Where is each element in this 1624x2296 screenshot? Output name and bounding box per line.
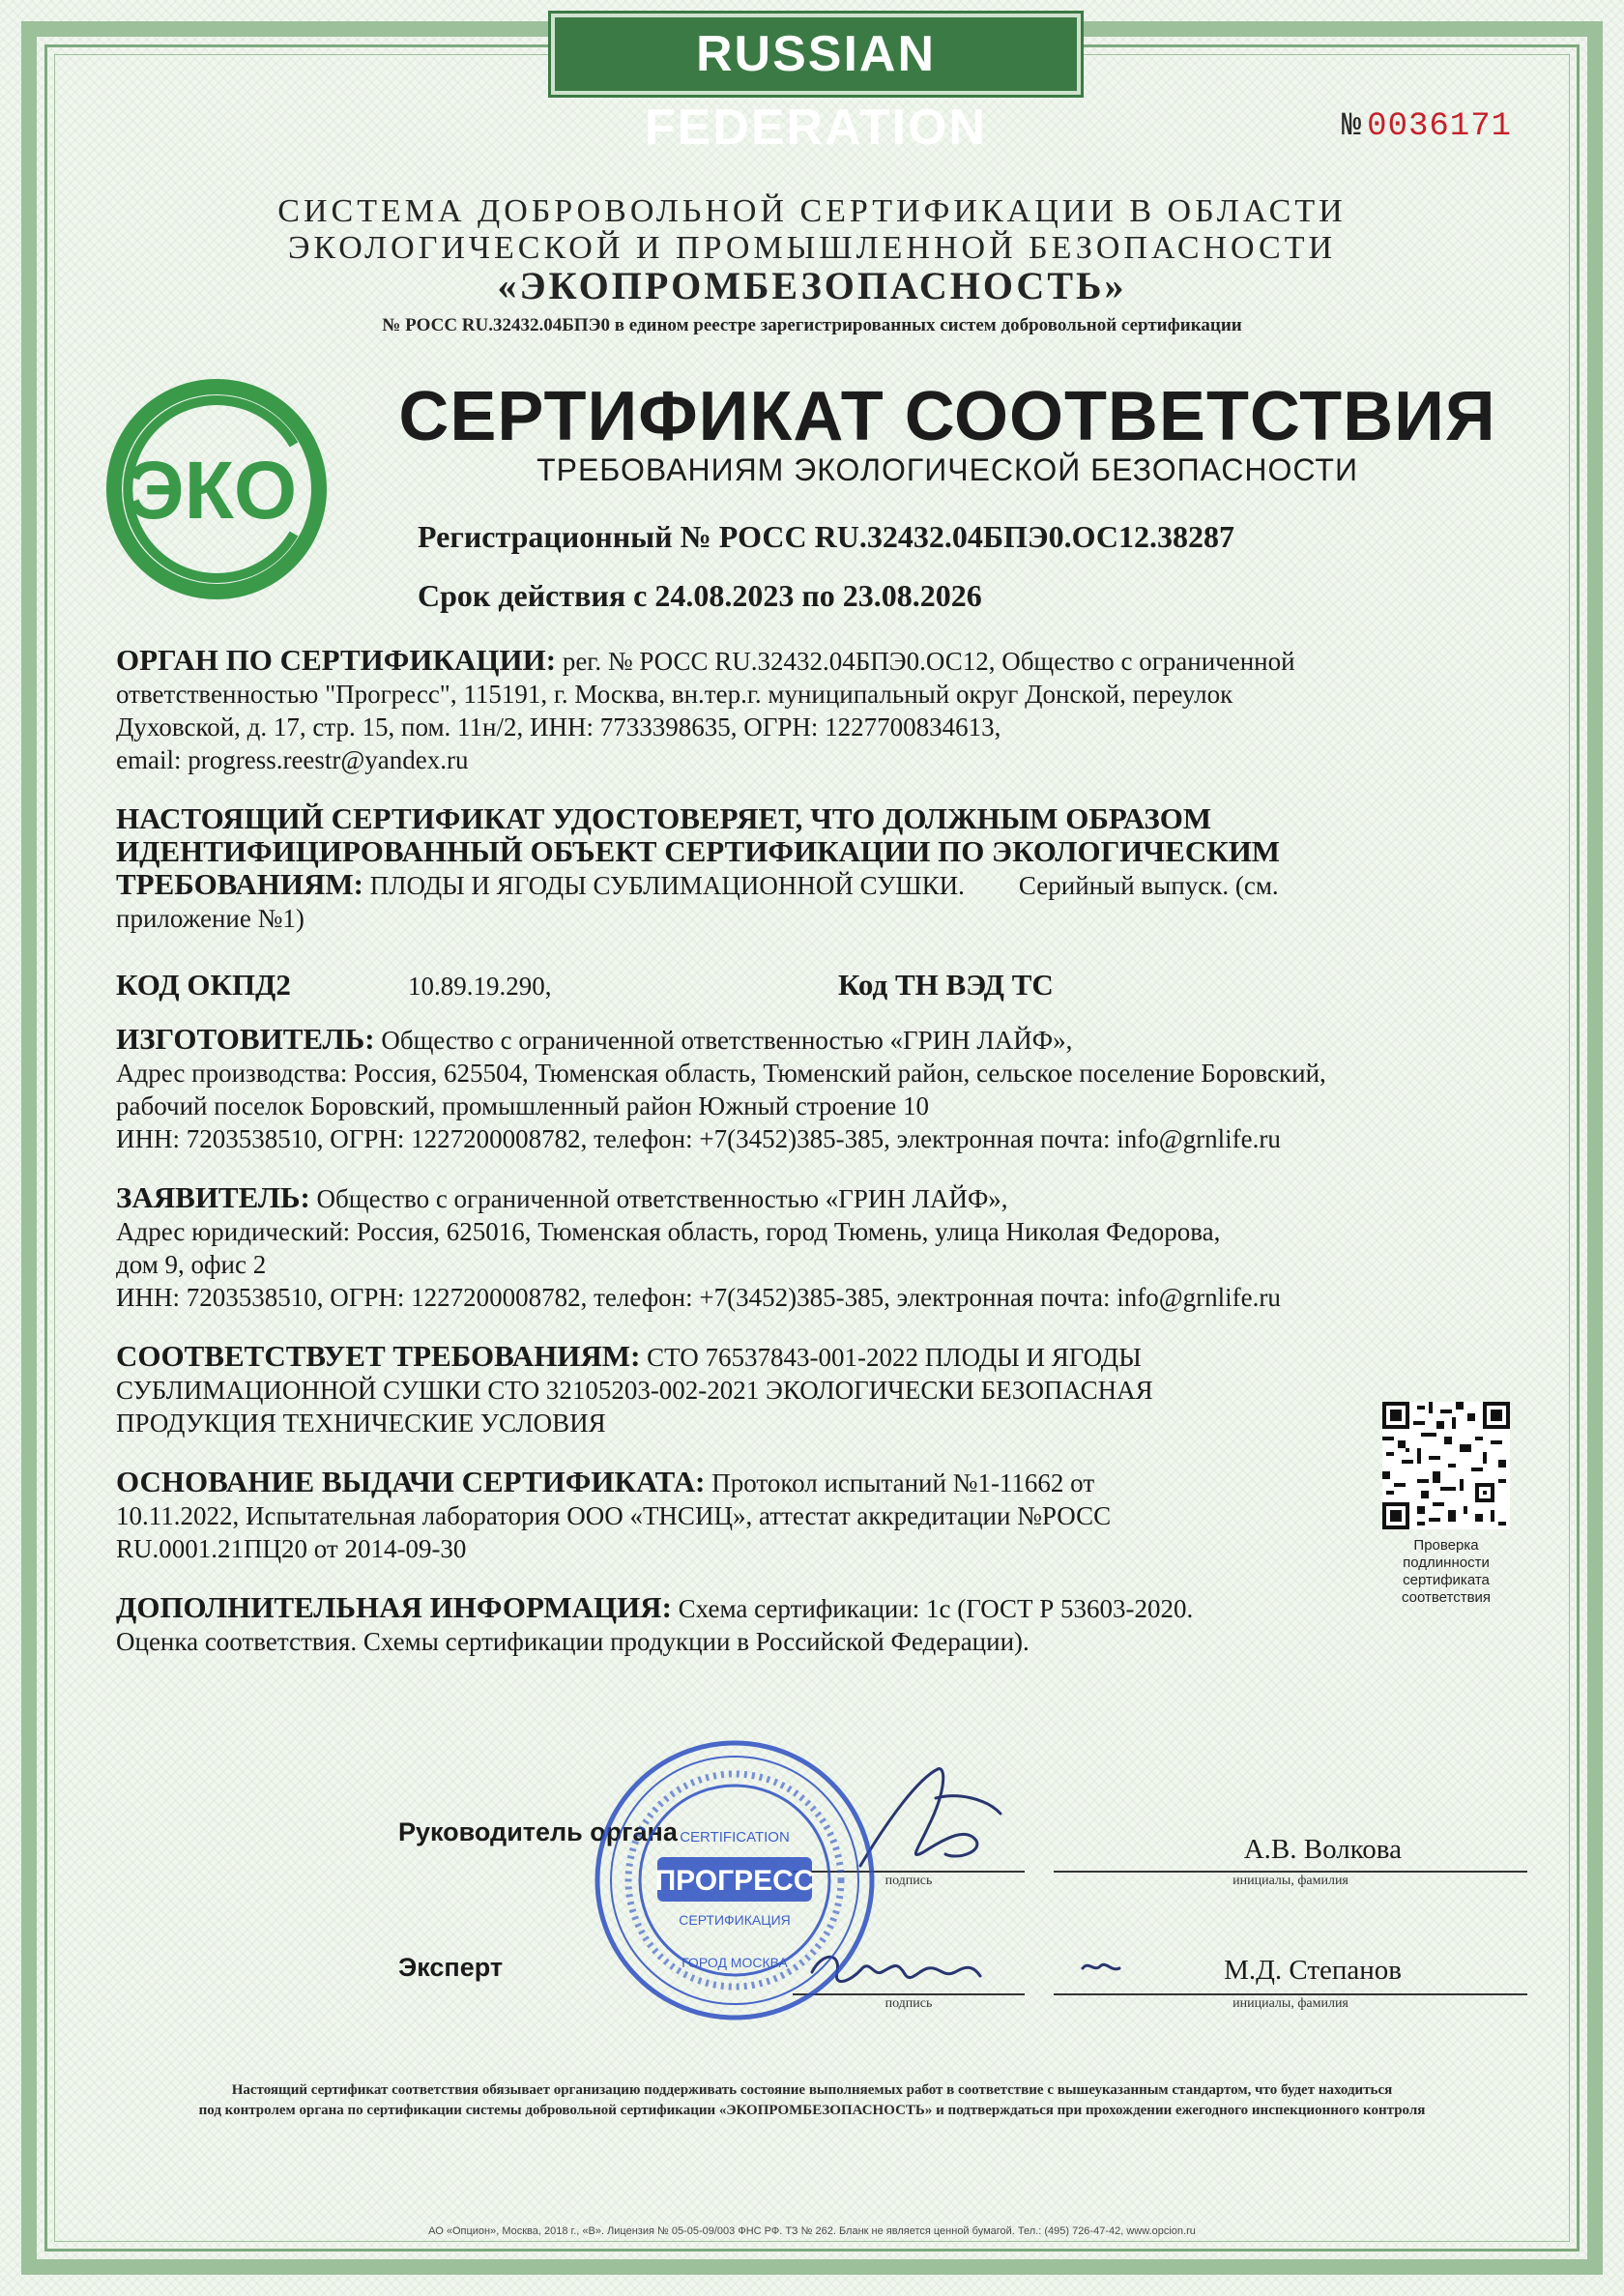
manufacturer-label: ИЗГОТОВИТЕЛЬ: (116, 1022, 375, 1056)
expert-signature-caption: подпись (884, 1996, 933, 2011)
basis-section (116, 1466, 1344, 1565)
basis-text-1: Протокол испытаний №1-11662 от (705, 1468, 1095, 1497)
stamp-center-text: ПРОГРЕСС (654, 1865, 815, 1897)
head-name-line (1054, 1871, 1527, 1873)
product-name: ПЛОДЫ И ЯГОДЫ СУБЛИМАЦИОННОЙ СУШКИ. (363, 871, 965, 900)
manufacturer-text-2: Адрес производства: Россия, 625504, Тюменская область, Тюменский район, сельское поселение Боровский, (116, 1059, 1326, 1088)
certifies-requirements-label: ТРЕБОВАНИЯМ: (116, 867, 363, 901)
conforms-text-2: СУБЛИМАЦИОННОЙ СУШКИ СТО 32105203-002-2021 ЭКОЛОГИЧЕСКИ БЕЗОПАСНАЯ (116, 1376, 1153, 1405)
system-registry: № РОСС RU.32432.04БПЭ0 в едином реестре зарегистрированных систем добровольной сертификации (382, 315, 1242, 335)
basis-text-2: 10.11.2022, Испытательная лаборатория ООО «ТНСИЦ», аттестат аккредитации №РОСС (116, 1501, 1112, 1530)
stamp-top-text: CERTIFICATION (680, 1829, 790, 1846)
additional-info-section (116, 1591, 1513, 1658)
manufacturer-text-4: ИНН: 7203538510, ОГРН: 1227200008782, телефон: +7(3452)385-385, электронная почта: info@grnlife.ru (116, 1124, 1281, 1153)
footer-line-1: Настоящий сертификат соответствия обязывает организацию поддерживать состояние выполняемых работ в соответствие с вышеуказанным стандартом, что будет находиться (231, 2082, 1393, 2098)
head-name: А.В. Волкова (1243, 1834, 1402, 1865)
basis-text-3: RU.0001.21ПЦ20 от 2014-09-30 (116, 1534, 467, 1563)
head-name-caption: инициалы, фамилия (1232, 1874, 1348, 1888)
conforms-text-1: СТО 76537843-001-2022 ПЛОДЫ И ЯГОДЫ (640, 1343, 1142, 1372)
certification-body-label: ОРГАН ПО СЕРТИФИКАЦИИ: (116, 643, 557, 677)
certificate-subtitle: ТРЕБОВАНИЯМ ЭКОЛОГИЧЕСКОЙ БЕЗОПАСНОСТИ (536, 452, 1358, 487)
certification-body-section (116, 644, 1513, 776)
certification-body-text-3: Духовской, д. 17, стр. 15, пом. 11н/2, ИНН: 7733398635, ОГРН: 1227700834613, (116, 712, 1001, 741)
head-signature-caption: подпись (884, 1874, 933, 1888)
manufacturer-section (116, 1023, 1513, 1155)
expert-name-caption: инициалы, фамилия (1232, 1996, 1348, 2011)
additional-info-text-1: Схема сертификации: 1с (ГОСТ Р 53603-2020. (671, 1594, 1194, 1623)
qr-caption-line-3: сертификата (1403, 1572, 1490, 1588)
expert-name: М.Д. Степанов (1224, 1955, 1402, 1986)
additional-info-label: ДОПОЛНИТЕЛЬНАЯ ИНФОРМАЦИЯ: (116, 1590, 672, 1624)
applicant-section (116, 1181, 1513, 1314)
system-line-2: ЭКОЛОГИЧЕСКОЙ И ПРОМЫШЛЕННОЙ БЕЗОПАСНОСТИ (287, 230, 1337, 266)
qr-caption-line-2: подлинности (1403, 1555, 1490, 1571)
certification-body-text-4: email: progress.reestr@yandex.ru (116, 745, 469, 774)
applicant-text-4: ИНН: 7203538510, ОГРН: 1227200008782, телефон: +7(3452)385-385, электронная почта: info@grnlife.ru (116, 1283, 1281, 1312)
okpd-label: КОД ОКПД2 (116, 968, 291, 1002)
serial-issue: Серийный выпуск. (см. (1018, 871, 1279, 900)
codes-section (116, 969, 1513, 1003)
certificate-title: СЕРТИФИКАТ СООТВЕТСТВИЯ (398, 378, 1496, 455)
conforms-label: СООТВЕТСТВУЕТ ТРЕБОВАНИЯМ: (116, 1339, 641, 1373)
serial-prefix: № (1341, 108, 1362, 145)
validity-period: Срок действия с 24.08.2023 по 23.08.2026 (418, 578, 982, 613)
conforms-section (116, 1340, 1513, 1439)
manufacturer-text-1: Общество с ограниченной ответственностью «ГРИН ЛАЙФ», (374, 1026, 1073, 1055)
serial-number (1342, 108, 1512, 145)
qr-caption-line-4: соответствия (1401, 1589, 1492, 1606)
expert-signature-label: Эксперт (398, 1953, 504, 1982)
serial-value: 0036171 (1367, 108, 1512, 145)
footer-line-2: под контролем органа по сертификации системы добровольной сертификации «ЭКОПРОМБЕЗОПАСНОСТЬ» и подтверждаться при прохождении ежегодного инспекционного контроля (198, 2103, 1426, 2118)
certification-body-text-1: рег. № РОСС RU.32432.04БПЭ0.ОС12, Общество с ограниченной (556, 647, 1295, 676)
certification-body-text-2: ответственностью "Прогресс", 115191, г. Москва, вн.тер.г. муниципальный округ Донской, переулок (116, 680, 1233, 709)
country-banner: RUSSIAN FEDERATION (551, 14, 1081, 95)
additional-info-text-2: Оценка соответствия. Схемы сертификации продукции в Российской Федерации). (116, 1627, 1030, 1656)
conforms-text-3: ПРОДУКЦИЯ ТЕХНИЧЕСКИЕ УСЛОВИЯ (116, 1409, 606, 1438)
manufacturer-text-3: рабочий поселок Боровский, промышленный район Южный строение 10 (116, 1091, 929, 1120)
printer-imprint: АО «Опцион», Москва, 2018 г., «В». Лицензия № 05-05-09/003 ФНС РФ. ТЗ № 262. Бланк не является ценной бумагой. Тел.: (495) 726-47-42, www.opcion.ru (428, 2225, 1196, 2237)
applicant-text-1: Общество с ограниченной ответственностью «ГРИН ЛАЙФ», (309, 1184, 1008, 1213)
applicant-text-3: дом 9, офис 2 (116, 1250, 267, 1279)
eco-logo-text: ЭКО (126, 445, 298, 536)
applicant-text-2: Адрес юридический: Россия, 625016, Тюменская область, город Тюмень, улица Николая Федорова, (116, 1217, 1221, 1246)
certifies-line-4: приложение №1) (116, 904, 304, 933)
official-stamp (590, 1735, 880, 2025)
registration-number: Регистрационный № РОСС RU.32432.04БПЭ0.ОС12.38287 (418, 519, 1234, 554)
okpd-value: 10.89.19.290, (408, 972, 552, 1001)
footer-notice (116, 2080, 1508, 2121)
system-name: «ЭКОПРОМБЕЗОПАСНОСТЬ» (497, 264, 1127, 307)
applicant-label: ЗАЯВИТЕЛЬ: (116, 1180, 310, 1214)
qr-caption-line-1: Проверка (1413, 1537, 1479, 1554)
tnved-label: Код ТН ВЭД ТС (838, 968, 1054, 1002)
eco-logo (104, 377, 329, 601)
certifies-line-2: ИДЕНТИФИЦИРОВАННЫЙ ОБЪЕКТ СЕРТИФИКАЦИИ ПО ЭКОЛОГИЧЕСКИМ (116, 834, 1281, 868)
stamp-city-text: ГОРОД МОСКВА (682, 1955, 788, 1970)
certifies-line-1: НАСТОЯЩИЙ СЕРТИФИКАТ УДОСТОВЕРЯЕТ, ЧТО ДОЛЖНЫМ ОБРАЗОМ (116, 801, 1212, 835)
stamp-bottom-text: СЕРТИФИКАЦИЯ (679, 1912, 791, 1928)
basis-label: ОСНОВАНИЕ ВЫДАЧИ СЕРТИФИКАТА: (116, 1465, 706, 1498)
system-line-1: СИСТЕМА ДОБРОВОЛЬНОЙ СЕРТИФИКАЦИИ В ОБЛАСТИ (277, 193, 1347, 229)
head-signature-label: Руководитель органа (398, 1817, 678, 1846)
certifies-section (116, 802, 1513, 935)
verification-qr-code[interactable] (1382, 1402, 1510, 1529)
